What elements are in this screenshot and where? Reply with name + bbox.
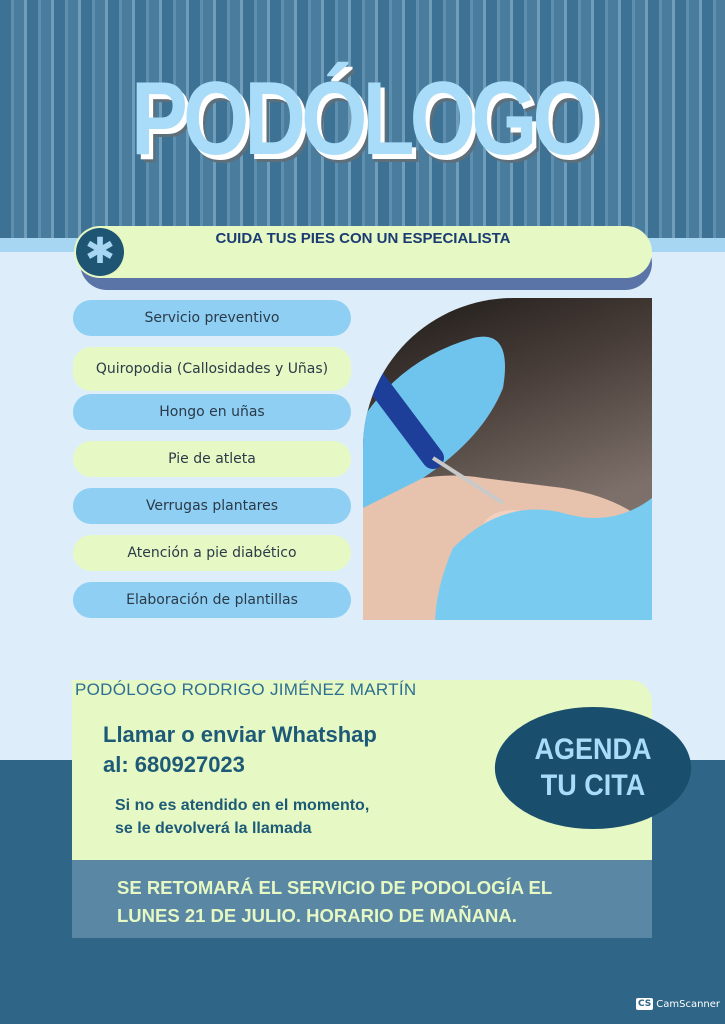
contact-phone[interactable] bbox=[103, 720, 377, 780]
contact-line-2: al: 680927023 bbox=[103, 752, 245, 777]
service-item: Quiropodia (Callosidades y Uñas) bbox=[73, 347, 351, 391]
tagline-banner bbox=[74, 226, 652, 278]
contact-line-1: Llamar o enviar Whatshap bbox=[103, 722, 377, 747]
cta-line-1: AGENDA bbox=[534, 733, 652, 766]
service-item: Servicio preventivo bbox=[73, 300, 351, 336]
service-item: Atención a pie diabético bbox=[73, 535, 351, 571]
service-item: Hongo en uñas bbox=[73, 394, 351, 430]
service-notice bbox=[72, 860, 652, 938]
camscanner-watermark bbox=[636, 998, 720, 1010]
treatment-photo bbox=[363, 298, 652, 668]
book-appointment-button[interactable] bbox=[495, 707, 691, 829]
asterisk-icon: ✱ bbox=[76, 228, 124, 276]
treatment-illustration bbox=[363, 298, 652, 668]
service-item: Elaboración de plantillas bbox=[73, 582, 351, 618]
callback-line-1: Si no es atendido en el momento, bbox=[115, 797, 370, 814]
page-title: PODÓLOGO bbox=[131, 61, 594, 177]
service-item: Pie de atleta bbox=[73, 441, 351, 477]
camscanner-text: CamScanner bbox=[656, 998, 721, 1010]
tagline-text: CUIDA TUS PIES CON UN ESPECIALISTA bbox=[215, 230, 511, 247]
notice-line-2: LUNES 21 DE JULIO. HORARIO DE MAÑANA. bbox=[117, 905, 517, 926]
service-item: Verrugas plantares bbox=[73, 488, 351, 524]
callback-line-2: se le devolverá la llamada bbox=[115, 820, 312, 837]
notice-line-1: SE RETOMARÁ EL SERVICIO DE PODOLOGÍA EL bbox=[117, 877, 553, 898]
notice-text bbox=[117, 874, 552, 930]
doctor-name: PODÓLOGO RODRIGO JIMÉNEZ MARTÍN bbox=[75, 680, 417, 699]
camscanner-logo: CS bbox=[638, 999, 652, 1009]
callback-note bbox=[115, 794, 369, 840]
cta-line-2: TU CITA bbox=[540, 769, 646, 802]
